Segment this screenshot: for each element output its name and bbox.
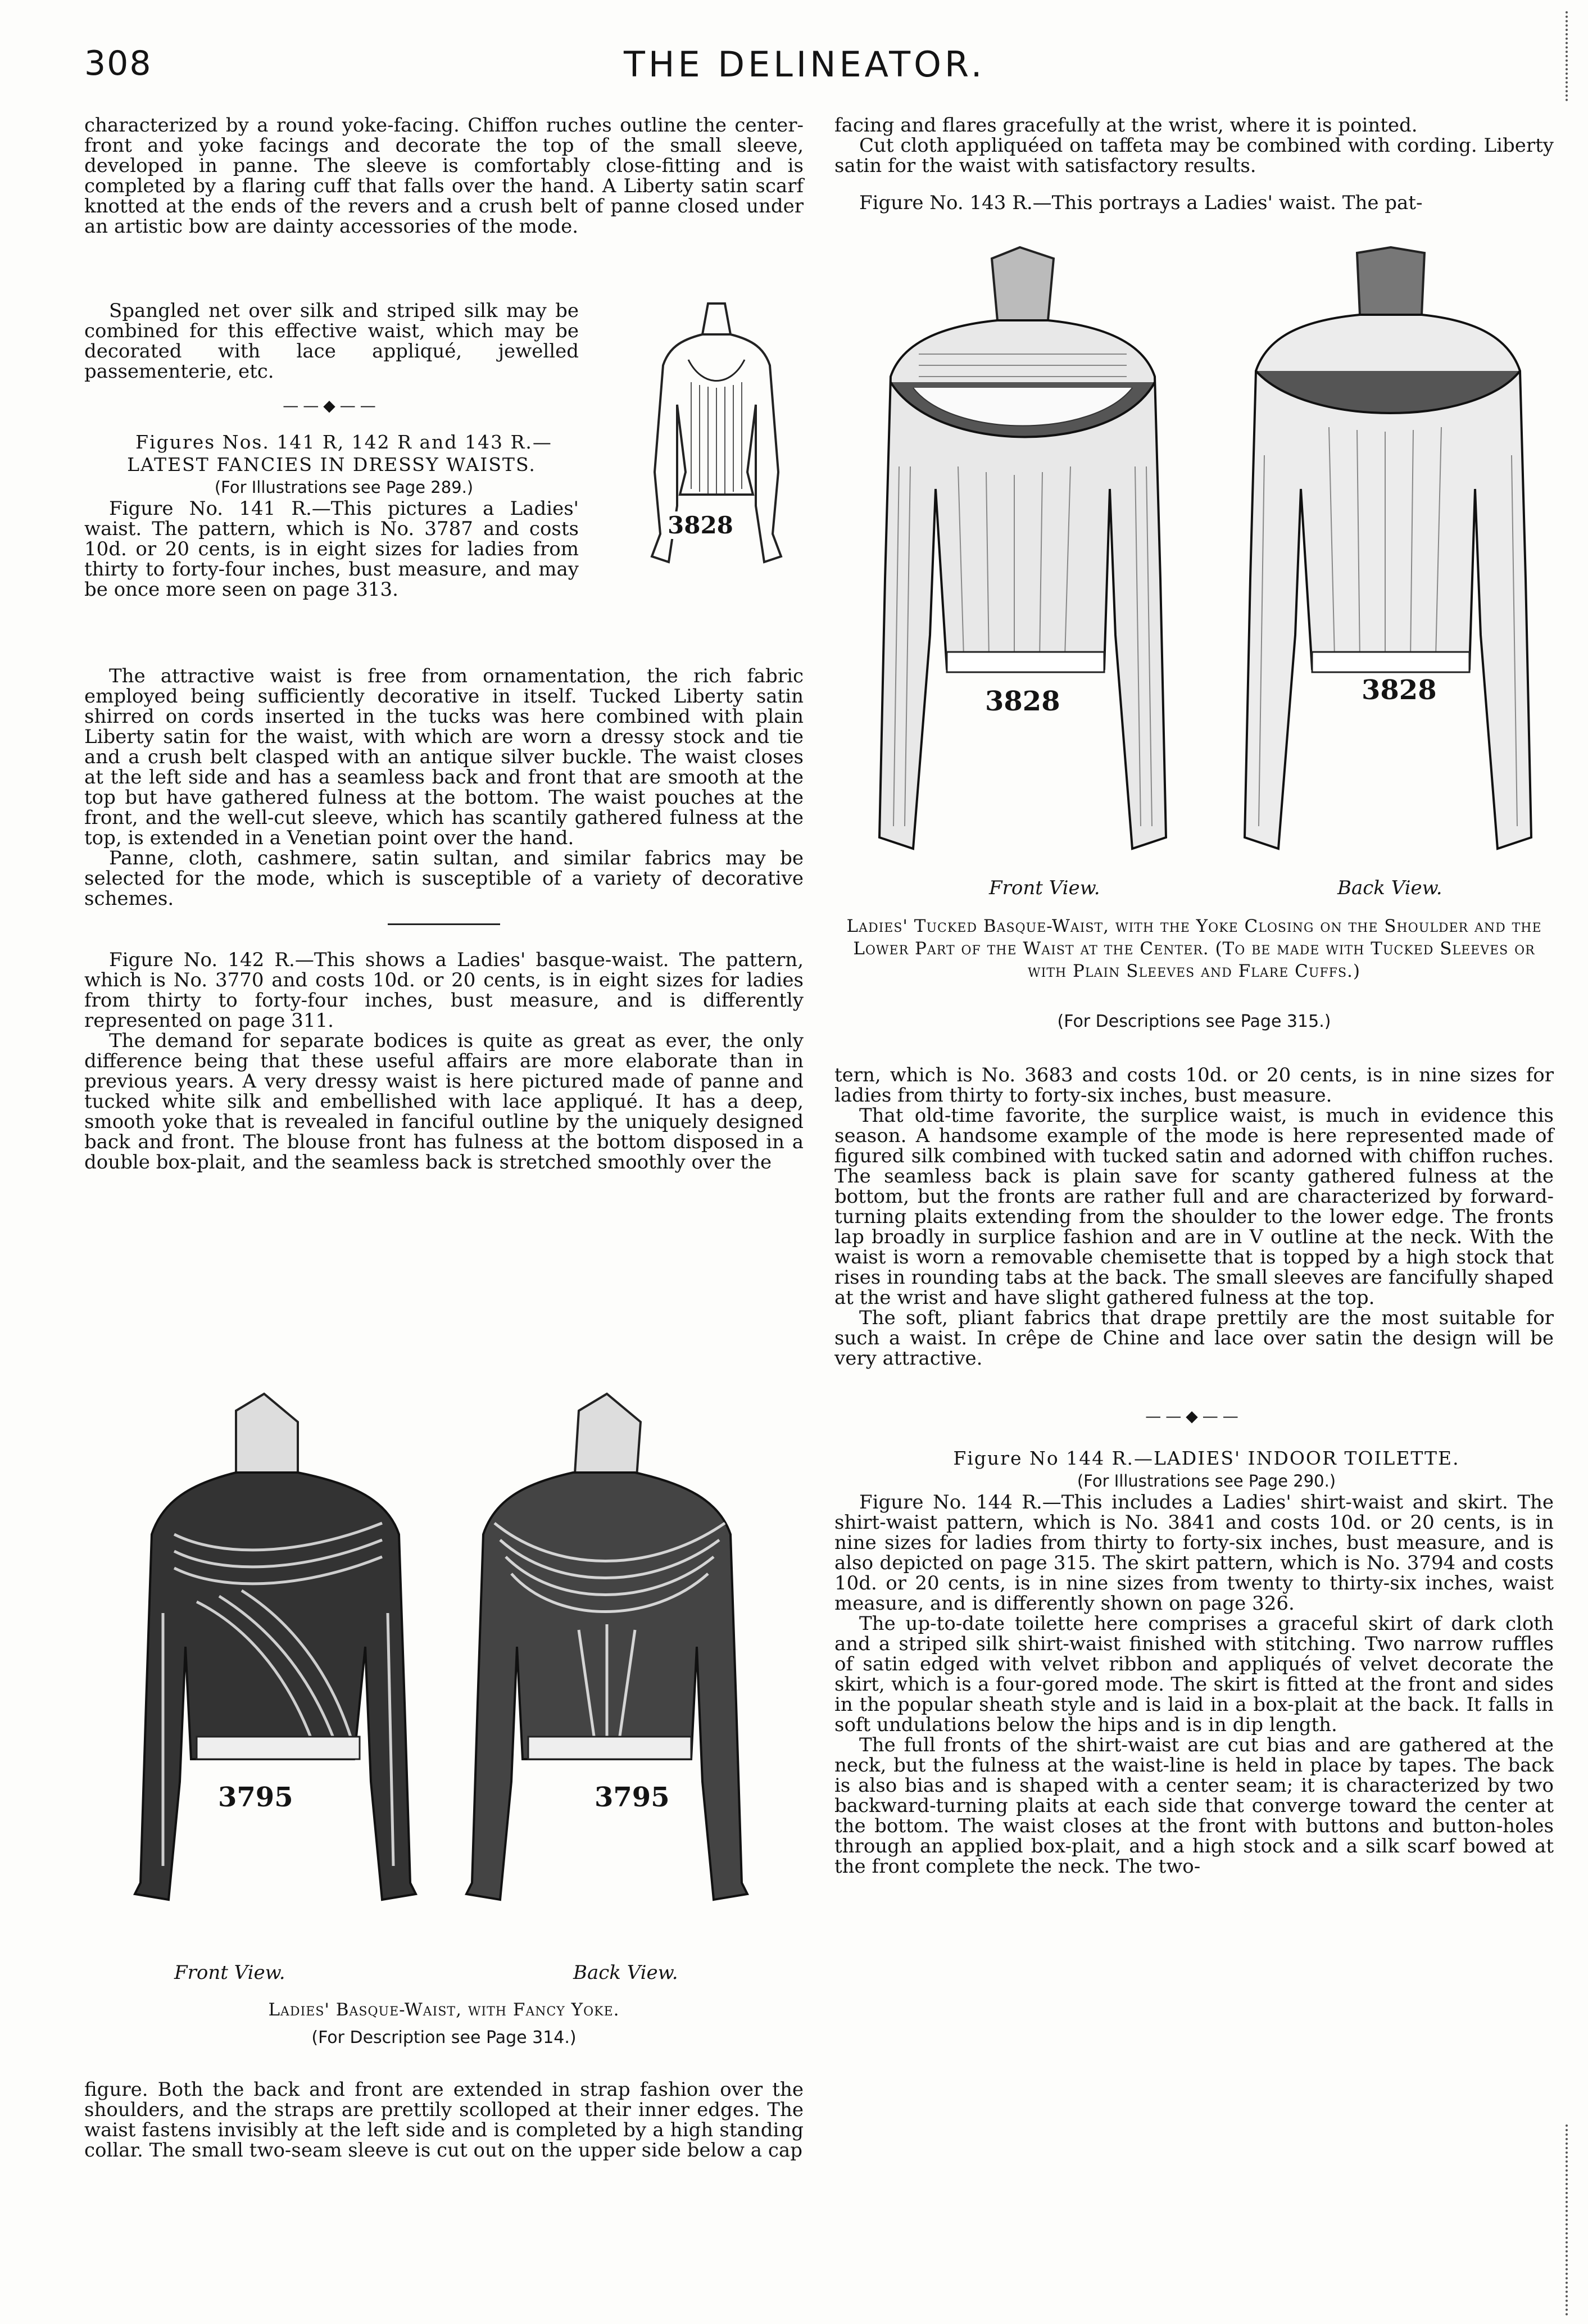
section-heading-note: (For Illustrations see Page 289.) <box>214 478 474 497</box>
left-col-bottom-text <box>84 2080 804 2160</box>
paragraph: The soft, pliant fabrics that drape prettily are the most suitable for such a waist. In crêpe de Chine and lace over satin the design will be very attractive. <box>834 1307 1554 1370</box>
paragraph: Figure No. 144 R.—This includes a Ladies' shirt-waist and skirt. The shirt-waist pattern, which is No. 3841 and costs 10d. or 20 cents, is in nine sizes for ladies from thirty to forty-six inches, bust measure, and is also depicted on page 315. The skirt pattern, which is No. 3794 and costs 10d. or 20 cents, is in nine sizes from twenty to thirty-six inches, waist measure, and is differently shown on page 326. <box>834 1491 1554 1615</box>
left-col-middle-text <box>84 666 804 1172</box>
paragraph: tern, which is No. 3683 and costs 10d. or 20 cents, is in nine sizes for ladies from thirty to forty-six inches, bust measure. <box>834 1064 1554 1107</box>
ornament-divider: ——◆—— <box>283 396 380 415</box>
figure-caption-note: (For Descriptions see Page 315.) <box>1057 1012 1331 1031</box>
front-view-drawing <box>135 1394 416 1900</box>
short-rule <box>388 923 500 925</box>
page-edge-mark <box>1566 2124 1585 2316</box>
paragraph: That old-time favorite, the surplice waist, is much in evidence this season. A handsome example of the mode is here represented made of figured silk combined with tucked satin and adorned with chiffon ruches. The seamless back is plain save for scanty gathered fulness at the bottom, but the fronts are rather full and are characterized by forward-turning plaits extending from the shoulder to the lower edge. The fronts lap broadly in surplice fashion and are in V outline at the neck. With the waist is worn a removable chemisette that is topped by a high stock that rises in rounding tabs at the back. The small sleeves are fancifully shaped at the wrist and have slight gathered fulness at the top. <box>834 1104 1554 1309</box>
paragraph: The up-to-date toilette here comprises a graceful skirt of dark cloth and a striped silk shirt-waist finished with stitching. Two narrow ruffles of satin edged with velvet ribbon and appliqués of velvet decorate the skirt, which is a four-gored mode. The skirt is fitted at the front and sides in the popular sheath style and is laid in a box-plait at the back. It falls in soft undulations below the hips and is in dip length. <box>834 1612 1554 1736</box>
back-view-label: Back View. <box>1337 877 1442 899</box>
front-view-drawing <box>879 247 1166 849</box>
figure-caption-note: (For Description see Page 314.) <box>311 2028 577 2047</box>
ornament-divider: ——◆—— <box>1145 1407 1243 1425</box>
figure-caption: Ladies' Basque-Waist, with Fancy Yoke. <box>268 2000 620 2020</box>
small-figure-3828 <box>646 292 787 585</box>
back-view-label: Back View. <box>573 1961 678 1984</box>
tucked-basque-waist-sketch <box>868 242 1537 871</box>
basque-waist-sketch <box>129 1388 753 1950</box>
paragraph: Figure No. 142 R.—This shows a Ladies' basque-waist. The pattern, which is No. 3770 and costs 10d. or 20 cents, is in eight sizes for ladies from thirty to forty-four inches, bust measure, and is differently represented on page 311. <box>84 949 804 1032</box>
back-view-drawing <box>1245 247 1531 849</box>
figure-3795 <box>129 1388 753 1950</box>
section-heading: Figures Nos. 141 R, 142 R and 143 R.—LATEST FANCIES IN DRESSY WAISTS. <box>127 431 552 475</box>
paragraph: Panne, cloth, cashmere, satin sultan, and similar fabrics may be selected for the mode, which is susceptible of a variety of decorative schemes. <box>84 847 804 910</box>
paragraph: Cut cloth appliquéed on taffeta may be combined with cording. Liberty satin for the waist with satisfactory results. <box>834 134 1554 177</box>
back-figure-number: 3828 <box>1357 674 1441 706</box>
left-col-narrow-text <box>84 301 579 600</box>
section-heading: Figure No 144 R.—LADIES' INDOOR TOILETTE. <box>953 1447 1460 1469</box>
front-view-label: Front View. <box>989 877 1100 899</box>
paragraph: figure. Both the back and front are extended in strap fashion over the shoulders, and the straps are prettily scolloped at their inner edges. The waist fastens invisibly at the left side and is completed by a high standing collar. The small two-seam sleeve is cut out on the upper side below a cap <box>84 2078 804 2162</box>
page-header <box>84 44 1568 89</box>
right-col-top-text <box>834 115 1554 213</box>
front-figure-number: 3828 <box>981 686 1065 717</box>
paragraph: The attractive waist is free from ornamentation, the rich fabric employed being sufficiently decorative in itself. Tucked Liberty satin shirred on cords inserted in the tucks was here combined with plain Liberty satin for the waist, with which are worn a dressy stock and tie and a crush belt clasped with an antique silver buckle. The waist closes at the left side and has a seamless back and front that are smooth at the top but have gathered fulness at the bottom. The waist pouches at the front, and the well-cut sleeve, which has scantily gathered fulness at the top, is extended in a Venetian point over the hand. <box>84 665 804 849</box>
paragraph: Figure No. 141 R.—This pictures a Ladies' waist. The pattern, which is No. 3787 and costs 10d. or 20 cents, is in eight sizes for ladies from thirty to forty-four inches, bust measure, and may be once more seen on page 313. <box>84 497 579 601</box>
running-title: THE DELINEATOR. <box>624 44 986 85</box>
figure-caption: Ladies' Tucked Basque-Waist, with the Yoke Closing on the Shoulder and the Lower Part of the Waist at the Center. (To be made with Tucked Sleeves or with Plain Sleeves and Flare Cuffs.) <box>846 916 1542 981</box>
paragraph: The full fronts of the shirt-waist are cut bias and are gathered at the neck, but the fulness at the waist-line is held in place by tapes. The back is also bias and is shaped with a center seam; it is characterized by two backward-turning plaits at each side that converge toward the center at the bottom. The waist closes at the front with buttons and button-holes through an applied box-plait, and a high stock and a silk scarf bowed at the front complete the neck. The two- <box>834 1734 1554 1878</box>
front-view-label: Front View. <box>174 1961 285 1984</box>
paragraph: Figure No. 143 R.—This portrays a Ladies' waist. The pat- <box>859 192 1423 214</box>
paragraph: facing and flares gracefully at the wrist, where it is pointed. <box>834 114 1418 137</box>
left-col-top-text <box>84 115 804 237</box>
figure-3828 <box>868 242 1537 871</box>
front-figure-number: 3795 <box>214 1782 298 1813</box>
paragraph: The demand for separate bodices is quite as great as ever, the only difference being that these useful affairs are more elaborate than in previous years. A very dressy waist is here pictured made of panne and tucked white silk and embellished with lace appliqué. It has a deep, smooth yoke that is revealed in fanciful outline by the uniquely designed back and front. The blouse front has fulness at the bottom disposed in a double box-plait, and the seamless back is stretched smoothly over the <box>84 1030 804 1174</box>
page-edge-mark <box>1566 11 1585 101</box>
waist-sketch-small <box>646 292 787 585</box>
section-heading-note: (For Illustrations see Page 290.) <box>1077 1471 1336 1491</box>
back-view-drawing <box>466 1394 747 1900</box>
figure-number-label: 3828 <box>663 511 738 539</box>
paragraph: Spangled net over silk and striped silk may be combined for this effective waist, which may be decorated with lace appliqué, jewelled passementerie, etc. <box>84 300 579 383</box>
right-col-main-text <box>834 1065 1554 1877</box>
page-number: 308 <box>84 44 152 83</box>
paragraph: characterized by a round yoke-facing. Chiffon ruches outline the center-front and yoke facings and decorate the top of the small sleeve, developed in panne. The sleeve is comfortably close-fitting and is completed by a flaring cuff that falls over the hand. A Liberty satin scarf knotted at the ends of the revers and a crush belt of panne closed under an artistic bow are dainty accessories of the mode. <box>84 114 804 238</box>
back-figure-number: 3795 <box>590 1782 674 1813</box>
